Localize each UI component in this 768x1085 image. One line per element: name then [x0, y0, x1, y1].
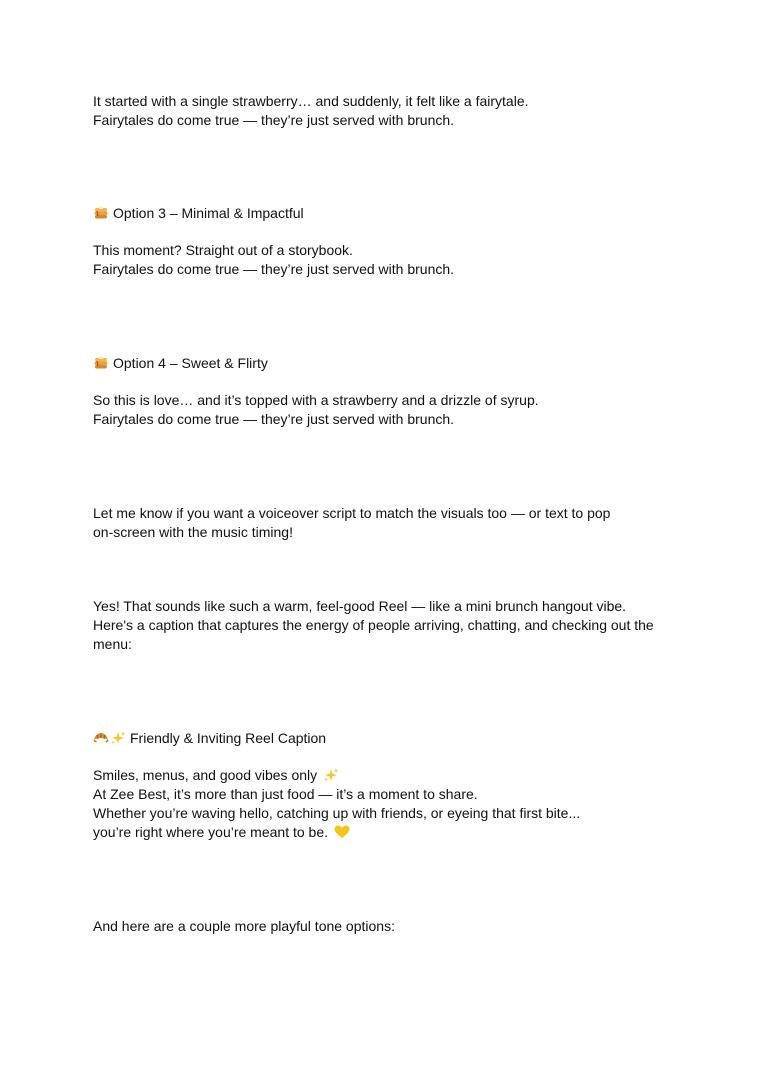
caption-line: So this is love… and it’s topped with a strawberry and a drizzle of syrup. — [93, 392, 539, 408]
caption-line: This moment? Straight out of a storybook. — [93, 242, 353, 258]
caption-line: Whether you’re waving hello, catching up with friends, or eyeing that first bite... — [93, 805, 581, 821]
heading-text: Friendly & Inviting Reel Caption — [130, 730, 327, 746]
caption-line: Fairytales do come true — they’re just served with brunch. — [93, 112, 455, 128]
yellow-heart-icon — [334, 825, 350, 839]
paragraph-line: Here's a caption that captures the energy of people arriving, chatting, and checking out the — [93, 617, 654, 633]
caption-line: It started with a single strawberry… and suddenly, it felt like a fairytale. — [93, 93, 529, 109]
paragraph-line: And here are a couple more playful tone options: — [93, 918, 395, 934]
caption-block-option-3 — [93, 241, 693, 279]
pancakes-icon — [93, 356, 109, 370]
caption-line: you’re right where you’re meant to be. — [93, 824, 329, 840]
caption-line: At Zee Best, it’s more than just food — it’s a moment to share. — [93, 786, 478, 802]
paragraph-line: on-screen with the music timing! — [93, 524, 293, 540]
caption-block-opening — [93, 92, 693, 130]
sparkles-icon — [323, 768, 339, 782]
pancakes-icon — [93, 206, 109, 220]
paragraph-line: menu: — [93, 636, 132, 652]
caption-line: Fairytales do come true — they’re just served with brunch. — [93, 411, 455, 427]
heading-text: Option 3 – Minimal & Impactful — [113, 205, 304, 221]
intro-paragraph — [93, 597, 693, 654]
caption-block-friendly — [93, 766, 693, 842]
closing-paragraph — [93, 917, 693, 936]
croissant-icon — [93, 731, 109, 745]
sparkles-icon — [110, 731, 126, 745]
option-3-heading — [93, 204, 693, 223]
caption-line: Fairytales do come true — they’re just served with brunch. — [93, 261, 455, 277]
follow-up-paragraph — [93, 504, 693, 542]
paragraph-line: Yes! That sounds like such a warm, feel-good Reel — like a mini brunch hangout vibe. — [93, 598, 627, 614]
option-4-heading — [93, 354, 693, 373]
friendly-caption-heading — [93, 729, 693, 748]
paragraph-line: Let me know if you want a voiceover script to match the visuals too — or text to pop — [93, 505, 611, 521]
heading-text: Option 4 – Sweet & Flirty — [113, 355, 268, 371]
caption-line: Smiles, menus, and good vibes only — [93, 767, 318, 783]
caption-block-option-4 — [93, 391, 693, 429]
